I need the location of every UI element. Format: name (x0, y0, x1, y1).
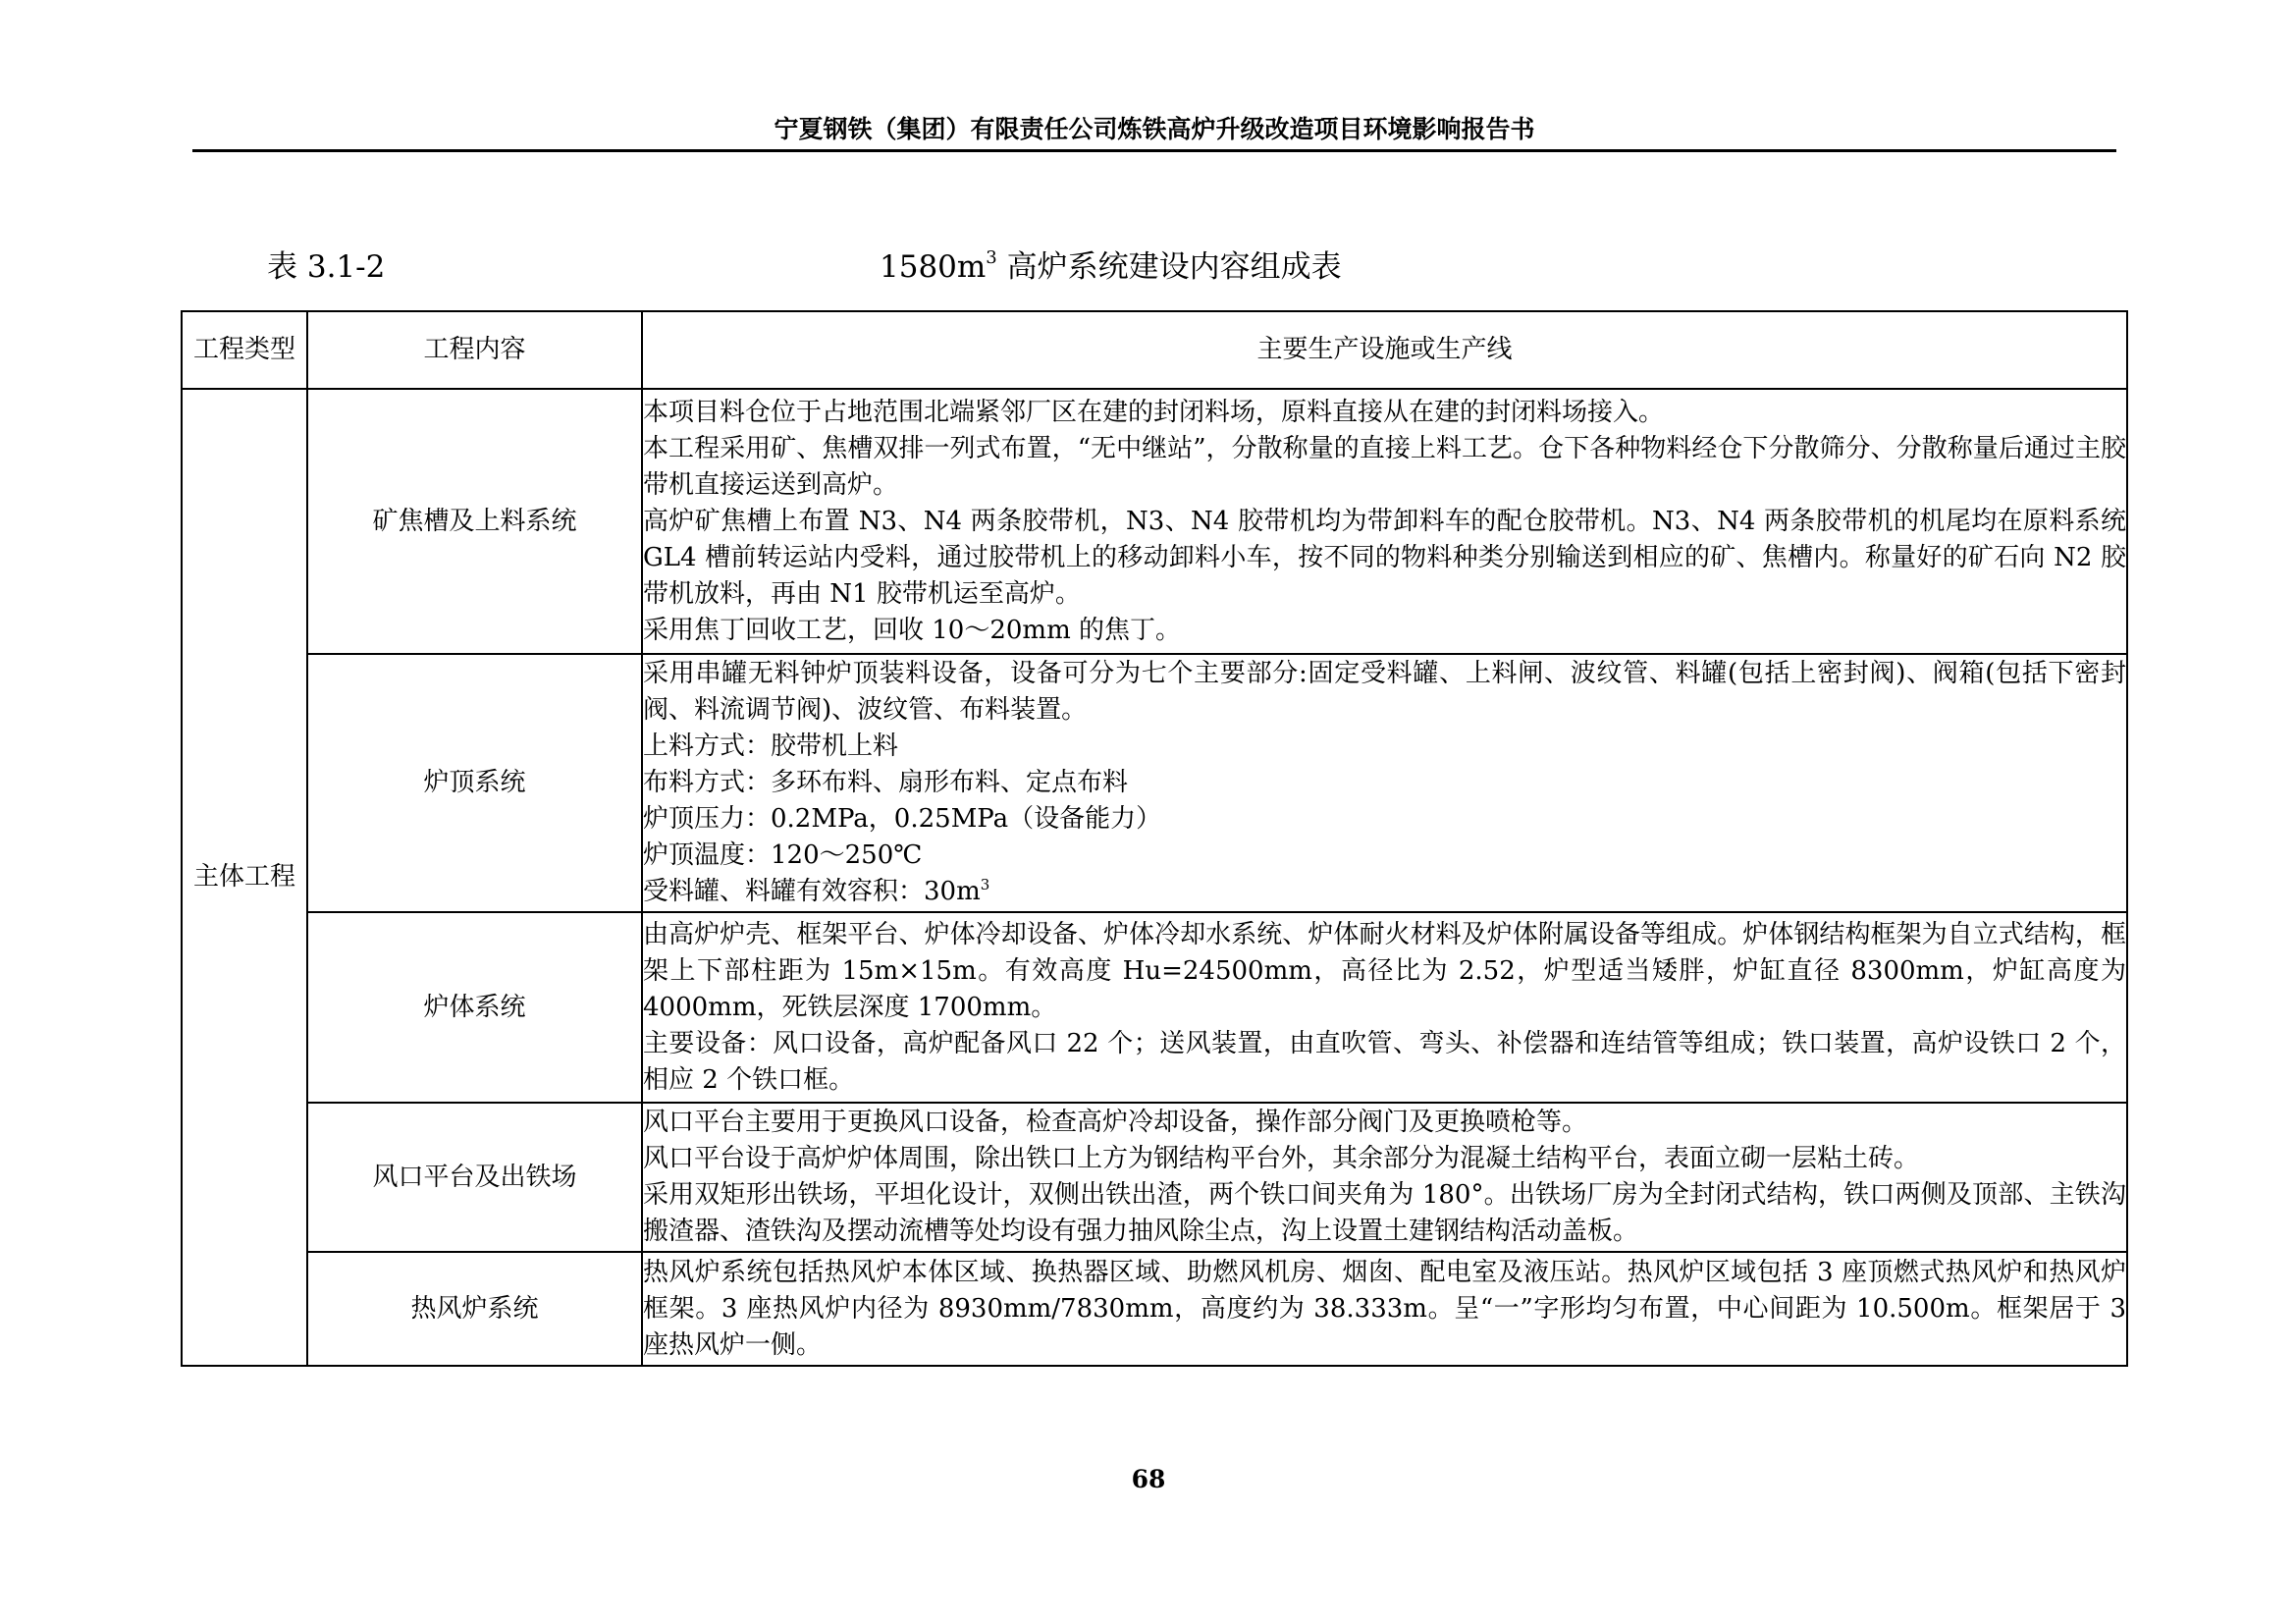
description-line: 风口平台主要用于更换风口设备，检查高炉冷却设备，操作部分阀门及更换喷枪等。 (643, 1108, 1588, 1137)
page-header-title: 宁夏钢铁（集团）有限责任公司炼铁高炉升级改造项目环境影响报告书 (774, 115, 1535, 143)
header-rule (192, 149, 2116, 152)
table-header-row (182, 311, 2127, 389)
description-line-volume (643, 874, 2126, 910)
row-name: 热风炉系统 (307, 1252, 642, 1366)
description-line: 布料方式：多环布料、扇形布料、定点布料 (643, 768, 1129, 797)
page-number: 68 (1131, 1465, 1166, 1493)
table-title-superscript: 3 (986, 247, 997, 268)
table-label: 表 3.1-2 (267, 249, 386, 285)
column-header-facilities: 主要生产设施或生产线 (642, 311, 2127, 389)
description-line: 主要设备：风口设备，高炉配备风口 22 个；送风装置，由直吹管、弯头、补偿器和连结管等组成；铁口装置，高炉设铁口 2 个，相应 2 个铁口框。 (643, 1028, 2126, 1095)
description-line: 本工程采用矿、焦槽双排一列式布置，“无中继站”，分散称量的直接上料工艺。仓下各种物料经仓下分散筛分、分散称量后通过主胶带机直接运送到高炉。 (643, 433, 2126, 500)
row-name: 矿焦槽及上料系统 (307, 389, 642, 654)
table-title (880, 247, 1390, 287)
description-line: 采用焦丁回收工艺，回收 10～20mm 的焦丁。 (643, 615, 1182, 645)
table-row (182, 1103, 2127, 1252)
description-line: 采用串罐无料钟炉顶装料设备，设备可分为七个主要部分:固定受料罐、上料闸、波纹管、料罐(包括上密封阀)、阀箱(包括下密封阀、料流调节阀)、波纹管、布料装置。 (643, 659, 2126, 725)
volume-text: 受料罐、料罐有效容积：30m (643, 877, 981, 906)
row-name: 炉顶系统 (307, 654, 642, 912)
row-name: 炉体系统 (307, 912, 642, 1103)
volume-superscript: 3 (980, 876, 990, 893)
column-header-category: 工程类型 (182, 311, 307, 389)
description-line: 热风炉系统包括热风炉本体区域、换热器区域、助燃风机房、烟囱、配电室及液压站。热风炉区域包括 3 座顶燃式热风炉和热风炉框架。3 座热风炉内径为 8930mm/7830mm，高度约为 38.333m。呈“一”字形均匀布置，中心间距为 10.500m。框架居于 3 座热风炉一侧。 (643, 1257, 2126, 1360)
table-row (182, 1252, 2127, 1366)
category-cell: 主体工程 (182, 389, 307, 1366)
row-description (642, 389, 2127, 654)
row-description (642, 912, 2127, 1103)
table-title-suffix: 高炉系统建设内容组成表 (996, 249, 1342, 285)
description-line: 炉顶温度：120～250℃ (643, 840, 923, 870)
table-row (182, 654, 2127, 912)
description-line: 本项目料仓位于占地范围北端紧邻厂区在建的封闭料场，原料直接从在建的封闭料场接入。 (643, 397, 1665, 427)
description-line: 风口平台设于高炉炉体周围，除出铁口上方为钢结构平台外，其余部分为混凝土结构平台，表面立砌一层粘土砖。 (643, 1144, 1920, 1173)
row-description (642, 654, 2127, 912)
description-line: 高炉矿焦槽上布置 N3、N4 两条胶带机，N3、N4 胶带机均为带卸料车的配仓胶带机。N3、N4 两条胶带机的机尾均在原料系统 GL4 槽前转运站内受料，通过胶带机上的移动卸料小车，按不同的物料种类分别输送到相应的矿、焦槽内。称量好的矿石向 N2 胶带机放料，再由 N1 胶带机运至高炉。 (643, 506, 2126, 609)
construction-content-table (181, 310, 2128, 1367)
row-description (642, 1252, 2127, 1366)
description-line: 上料方式：胶带机上料 (643, 731, 899, 761)
row-name: 风口平台及出铁场 (307, 1103, 642, 1252)
table-title-prefix: 1580m (880, 249, 987, 285)
table-row (182, 912, 2127, 1103)
table-row (182, 389, 2127, 654)
description-line: 炉顶压力：0.2MPa，0.25MPa（设备能力） (643, 804, 1162, 834)
column-header-content: 工程内容 (307, 311, 642, 389)
description-line: 采用双矩形出铁场，平坦化设计，双侧出铁出渣，两个铁口间夹角为 180°。出铁场厂房为全封闭式结构，铁口两侧及顶部、主铁沟搬渣器、渣铁沟及摆动流槽等处均设有强力抽风除尘点，沟上设置土建钢结构活动盖板。 (643, 1180, 2126, 1246)
row-description (642, 1103, 2127, 1252)
description-line: 由高炉炉壳、框架平台、炉体冷却设备、炉体冷却水系统、炉体耐火材料及炉体附属设备等组成。炉体钢结构框架为自立式结构，框架上下部柱距为 15m×15m。有效高度 Hu=24500mm，高径比为 2.52，炉型适当矮胖，炉缸直径 8300mm，炉缸高度为 4000mm，死铁层深度 1700mm。 (643, 919, 2126, 1022)
